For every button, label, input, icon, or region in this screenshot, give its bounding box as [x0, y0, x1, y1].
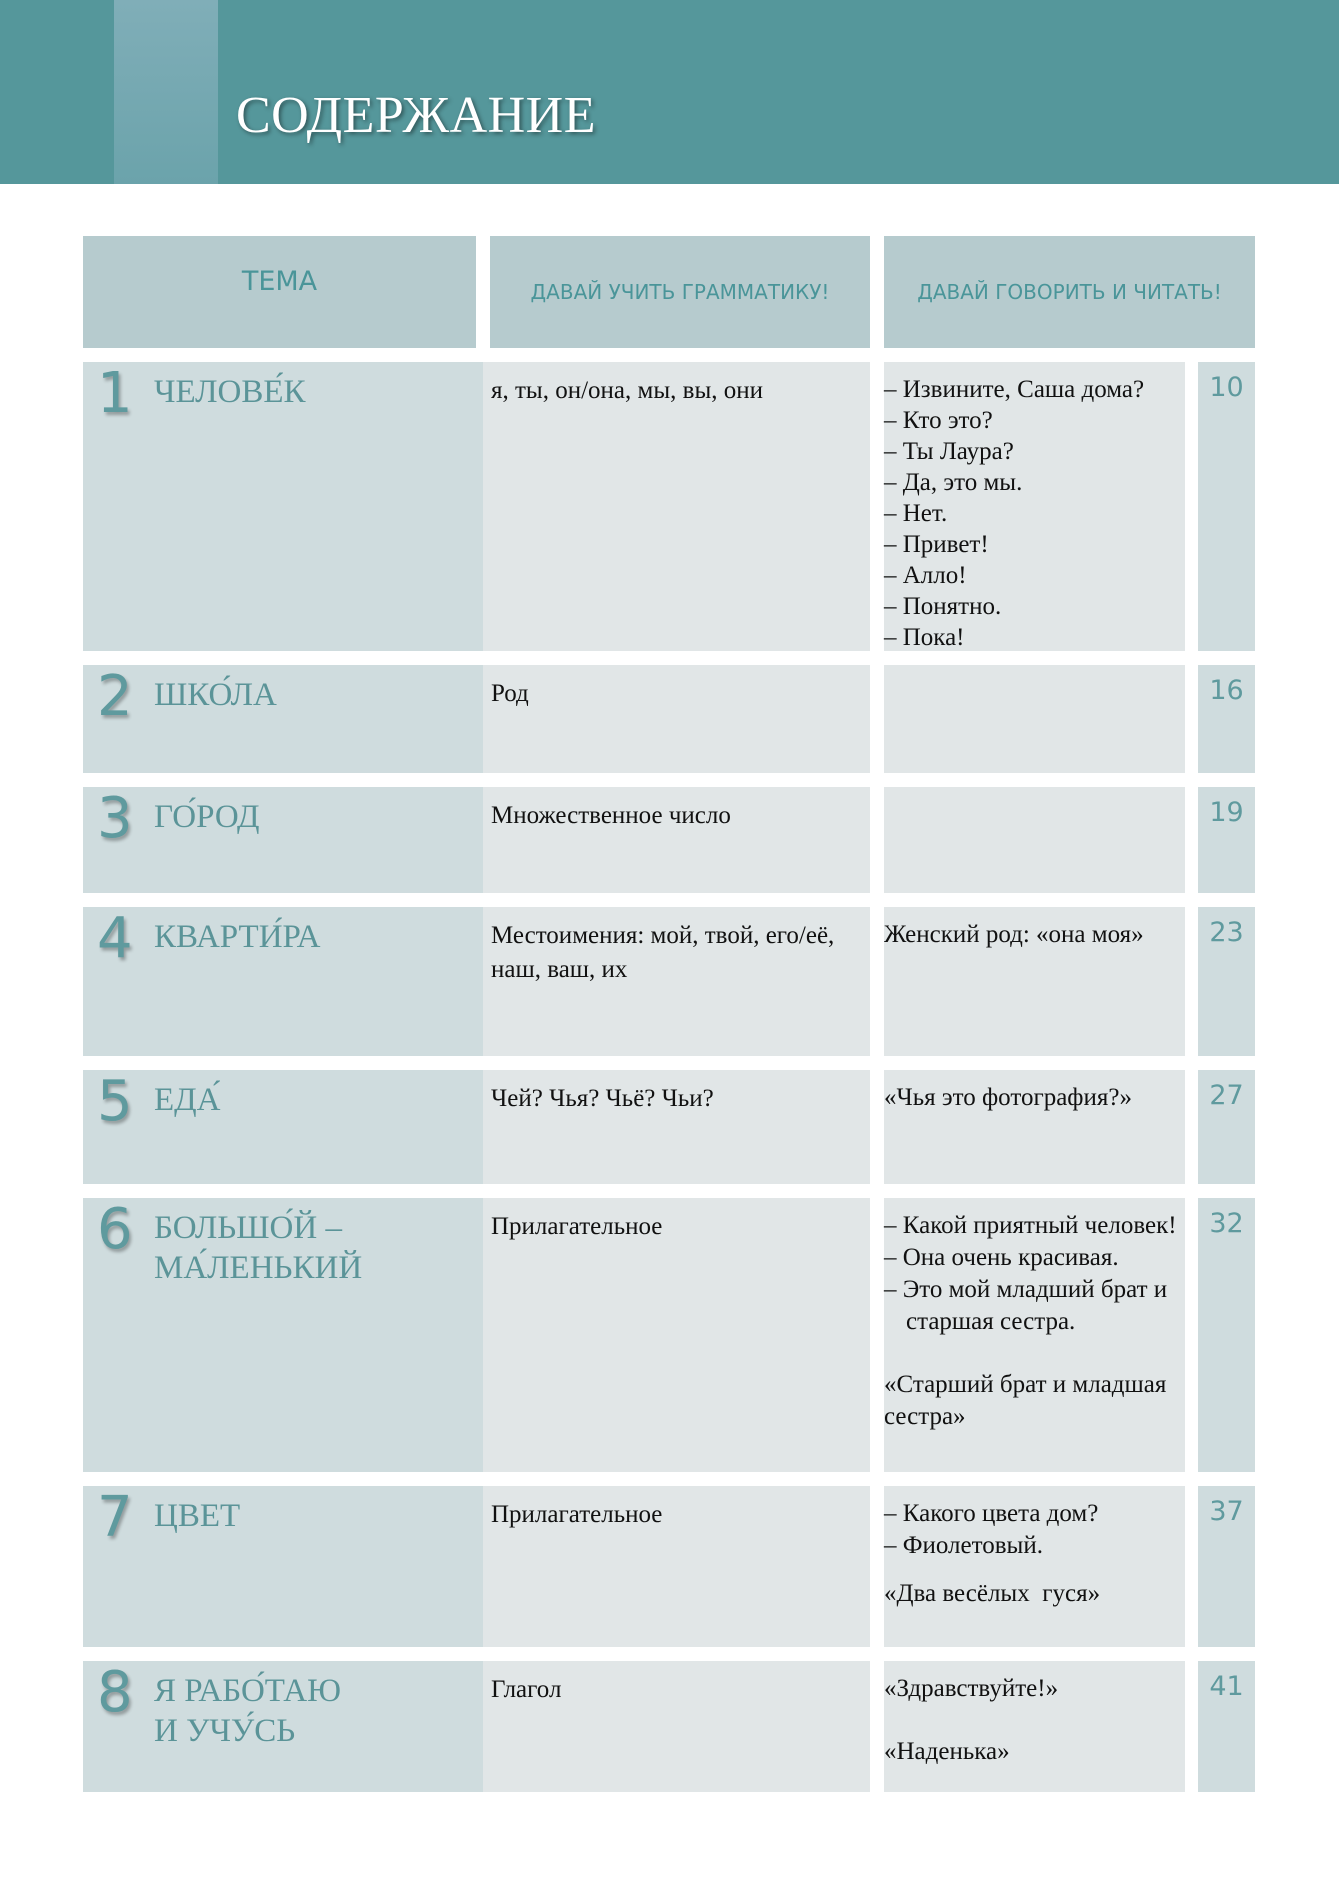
contents-row[interactable] [0, 362, 1339, 651]
speaking-line: – Это мой младший брат и старшая сестра. [884, 1276, 1168, 1335]
banner-accent-stripe [114, 0, 218, 184]
page-number[interactable]: 23 [1209, 917, 1244, 948]
speaking-line: – Алло! [884, 562, 967, 589]
page-number[interactable]: 10 [1209, 372, 1244, 403]
column-header-topic: ТЕМА [83, 236, 476, 348]
speaking-line: «Здравствуйте!» [884, 1675, 1059, 1702]
speaking-items [884, 1673, 1184, 1768]
speaking-line: – Да, это мы. [884, 469, 1023, 496]
speaking-line: – Фиолетовый. [884, 1532, 1043, 1559]
lesson-number: 1 [97, 361, 133, 426]
speaking-line: – Она очень красивая. [884, 1244, 1119, 1271]
speaking-line: – Ты Лаура? [884, 438, 1014, 465]
lesson-topic[interactable]: ГО́РОД [154, 799, 260, 835]
contents-row[interactable] [0, 665, 1339, 773]
grammar-topic: Местоимения: мой, твой, его/её, наш, ваш, их [491, 922, 835, 983]
lesson-number: 3 [97, 786, 133, 851]
grammar-topic: Прилагательное [491, 1213, 663, 1240]
column-header-grammar: ДАВАЙ УЧИТЬ ГРАММАТИКУ! [490, 236, 870, 348]
speaking-line: – Какой приятный человек! [884, 1212, 1177, 1239]
lesson-number: 8 [97, 1660, 133, 1725]
lesson-topic[interactable]: ЧЕЛОВЕ́К [154, 374, 306, 410]
page-number[interactable]: 19 [1209, 797, 1244, 828]
speaking-line: «Наденька» [884, 1738, 1010, 1765]
speaking-items [884, 919, 1184, 950]
lesson-number: 6 [97, 1197, 133, 1262]
contents-row[interactable] [0, 787, 1339, 893]
speaking-line: – Привет! [884, 531, 989, 558]
grammar-topic: Прилагательное [491, 1501, 663, 1528]
speaking-line: – Нет. [884, 500, 948, 527]
page-number[interactable]: 27 [1209, 1080, 1244, 1111]
lesson-number: 5 [97, 1069, 133, 1134]
speaking-line: Женский род: «она моя» [884, 921, 1144, 948]
lesson-topic[interactable]: БОЛЬШО́Й – МА́ЛЕНЬКИЙ [154, 1210, 363, 1286]
grammar-topic: Чей? Чья? Чьё? Чьи? [491, 1085, 714, 1112]
speaking-items [884, 1210, 1184, 1433]
contents-row[interactable] [0, 907, 1339, 1056]
speaking-line: «Старший брат и младшая сестра» [884, 1371, 1167, 1430]
contents-row[interactable] [0, 1070, 1339, 1184]
speaking-line: – Кто это? [884, 407, 993, 434]
header-banner [0, 0, 1339, 184]
lesson-topic[interactable]: ШКО́ЛА [154, 677, 277, 713]
speaking-line [884, 1705, 1184, 1736]
contents-row[interactable] [0, 1661, 1339, 1792]
lesson-number: 2 [97, 664, 133, 729]
speaking-line [884, 1338, 1184, 1369]
speaking-line: «Чья это фотография?» [884, 1084, 1132, 1111]
speaking-line: «Два весёлых гуся» [884, 1580, 1101, 1607]
speaking-line: – Пока! [884, 624, 965, 651]
contents-row[interactable] [0, 1486, 1339, 1647]
speaking-items [884, 374, 1184, 653]
lesson-topic[interactable]: ЕДА́ [154, 1082, 221, 1118]
grammar-topic: Род [491, 680, 529, 707]
page-number[interactable]: 32 [1209, 1208, 1244, 1239]
speaking-items [884, 1082, 1184, 1113]
speaking-items [884, 1498, 1184, 1610]
contents-row[interactable] [0, 1198, 1339, 1472]
speaking-line: – Какого цвета дом? [884, 1500, 1099, 1527]
lesson-number: 7 [97, 1485, 133, 1550]
page-number[interactable]: 16 [1209, 675, 1244, 706]
speaking-line: – Извините, Саша дома? [884, 376, 1145, 403]
speaking-line: – Понятно. [884, 593, 1002, 620]
page-title: СОДЕРЖАНИЕ [236, 87, 596, 144]
lesson-number: 4 [97, 906, 133, 971]
page-number[interactable]: 41 [1209, 1671, 1244, 1702]
grammar-topic: Множественное число [491, 802, 731, 829]
lesson-topic[interactable]: Я РАБО́ТАЮ И УЧУ́СЬ [154, 1673, 342, 1749]
column-header-speaking: ДАВАЙ ГОВОРИТЬ И ЧИТАТЬ! [884, 236, 1255, 348]
lesson-topic[interactable]: КВАРТИ́РА [154, 919, 321, 955]
page-number[interactable]: 37 [1209, 1496, 1244, 1527]
grammar-topic: я, ты, он/она, мы, вы, они [491, 377, 763, 404]
lesson-topic[interactable]: ЦВЕТ [154, 1498, 241, 1534]
grammar-topic: Глагол [491, 1676, 562, 1703]
